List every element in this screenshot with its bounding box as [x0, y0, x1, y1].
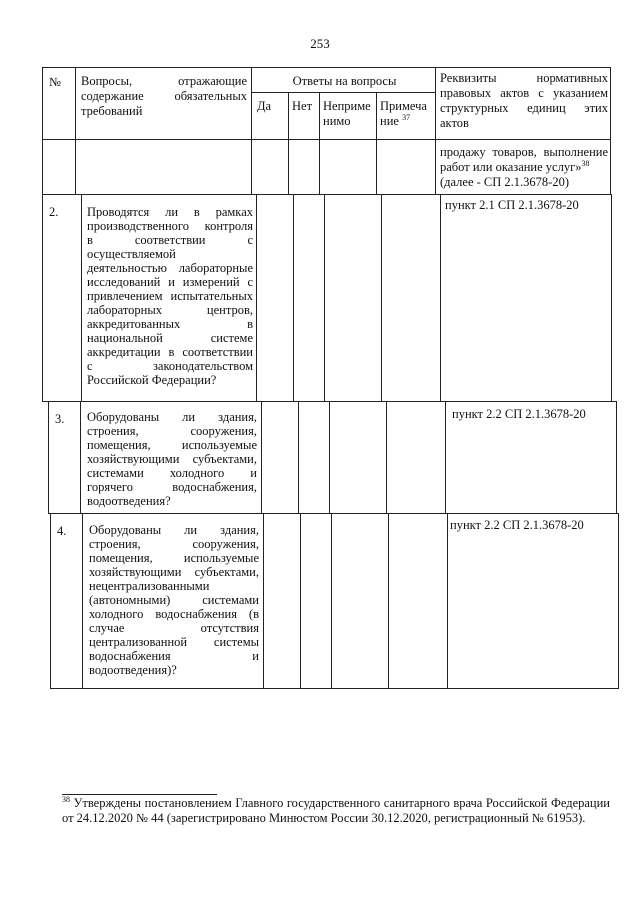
header-answers: Ответы на вопросы	[292, 74, 397, 88]
header-num: №	[49, 75, 61, 89]
question-line: хозяйствующими субъектами,	[87, 452, 257, 466]
question-line: водоотведения?	[87, 494, 171, 508]
header-no-cell	[288, 92, 320, 140]
cont-no-cell	[288, 139, 320, 195]
question-line: строения, сооружения,	[87, 424, 257, 438]
question-line: случае отсутствия	[89, 621, 259, 635]
question-line: холодного водоснабжения (в	[89, 607, 259, 621]
question-line: водоснабжения и	[89, 649, 259, 663]
page-number: 253	[310, 36, 330, 51]
row-na-cell	[329, 401, 387, 514]
cont-note-cell	[376, 139, 436, 195]
row-num-cell	[42, 194, 82, 402]
row-num-cell	[50, 513, 83, 689]
question-line: аккредитации в соответствии	[87, 345, 253, 359]
header-questions-line-3: требований	[81, 104, 143, 118]
question-line: в соответствии с	[87, 233, 253, 247]
footnote-text: Утверждены постановлением Главного государственного санитарного врача Российской Федерации от 24.12.2020 № 44 (зарегистрировано Минюстом России 30.12.2020, регистрационный № 61953).	[62, 796, 610, 825]
question-line: привлечением испытательных	[87, 289, 253, 303]
header-questions-line-1: Вопросы, отражающие	[81, 74, 247, 88]
header-no: Нет	[292, 99, 313, 113]
question-line: хозяйствующими субъектами,	[89, 565, 259, 579]
header-yes: Да	[257, 99, 272, 113]
header-note-cell	[376, 92, 436, 140]
footnote-mark: 38	[62, 794, 70, 804]
question-line: системами холодного и	[87, 466, 257, 480]
question-line: горячего водоснабжения,	[87, 480, 257, 494]
question-line: лабораторных центров,	[87, 303, 253, 317]
row-na-cell	[331, 513, 389, 689]
cont-requisites-line-2: работ или оказание услуг»$^{38}$	[440, 158, 590, 174]
cont-yes-cell	[251, 139, 289, 195]
cont-na-cell	[319, 139, 377, 195]
question-line: (автономными) системами	[89, 593, 259, 607]
row-requisites-cell	[447, 513, 619, 689]
cont-num-cell	[42, 139, 76, 195]
row-requisites-cell	[440, 194, 612, 402]
footnote-rule	[62, 794, 217, 795]
row-yes-cell	[256, 194, 294, 402]
header-questions-line-2: содержание обязательных	[81, 89, 247, 103]
header-requisites-cell	[435, 67, 611, 140]
header-na-line-2: нимо	[323, 114, 351, 128]
question-line: осуществляемой	[87, 247, 176, 261]
row-note-cell	[388, 513, 448, 689]
footnote	[62, 796, 610, 825]
header-requisites-line-2: правовых актов с указанием	[440, 86, 608, 100]
row-num: 3.	[55, 412, 65, 426]
row-num-cell	[48, 401, 81, 514]
header-yes-cell	[251, 92, 289, 140]
row-question-cell	[82, 513, 264, 689]
row-na-cell	[324, 194, 382, 402]
row-requisite: пункт 2.2 СП 2.1.3678-20	[452, 407, 586, 421]
question-line: централизованной системы	[89, 635, 259, 649]
question-line: водоотведения)?	[89, 663, 177, 677]
table-header	[0, 67, 640, 140]
cont-requisites-line-1: продажу товаров, выполнение	[440, 145, 608, 159]
question-line: производственного контроля	[87, 219, 253, 233]
row-question-cell	[81, 194, 257, 402]
question-line: деятельностью лабораторные	[87, 261, 253, 275]
header-requisites-line-4: актов	[440, 116, 469, 130]
header-na-line-1: Неприме	[323, 99, 371, 113]
header-note-line-2: ние $^{37}$	[380, 112, 411, 128]
question-line: Российской Федерации?	[87, 373, 217, 387]
question-line: помещения, используемые	[89, 551, 259, 565]
table-row	[0, 194, 640, 402]
row-no-cell	[293, 194, 325, 402]
header-num-cell	[42, 67, 76, 140]
cont-requisites-cell	[435, 139, 611, 195]
row-no-cell	[298, 401, 330, 514]
table-row-continuation	[0, 139, 640, 195]
row-question-cell	[80, 401, 262, 514]
question-line: исследований и измерений с	[87, 275, 253, 289]
row-note-cell	[386, 401, 446, 514]
header-questions-cell	[75, 67, 252, 140]
question-line: нецентрализованными	[89, 579, 210, 593]
header-requisites-line-1: Реквизиты нормативных	[440, 71, 608, 85]
question-line: национальной системе	[87, 331, 253, 345]
row-note-cell	[381, 194, 441, 402]
row-num: 2.	[49, 205, 59, 219]
row-num: 4.	[57, 524, 67, 538]
question-line: помещения, используемые	[87, 438, 257, 452]
row-yes-cell	[261, 401, 299, 514]
cont-requisites-line-3: (далее - СП 2.1.3678-20)	[440, 175, 569, 189]
question-line: с законодательством	[87, 359, 253, 373]
row-requisite: пункт 2.1 СП 2.1.3678-20	[445, 198, 579, 212]
table-row	[0, 401, 640, 514]
row-requisites-cell	[445, 401, 617, 514]
row-requisite: пункт 2.2 СП 2.1.3678-20	[450, 518, 584, 532]
row-no-cell	[300, 513, 332, 689]
cont-question-cell	[75, 139, 252, 195]
question-line: аккредитованных в	[87, 317, 253, 331]
header-na-cell	[319, 92, 377, 140]
question-line: строения, сооружения,	[89, 537, 259, 551]
question-line: Оборудованы ли здания,	[89, 523, 259, 537]
question-line: Проводятся ли в рамках	[87, 205, 253, 219]
header-note-line-1: Примеча	[380, 99, 427, 113]
row-yes-cell	[263, 513, 301, 689]
header-requisites-line-3: структурных единиц этих	[440, 101, 608, 115]
table-row	[0, 513, 640, 689]
question-line: Оборудованы ли здания,	[87, 410, 257, 424]
